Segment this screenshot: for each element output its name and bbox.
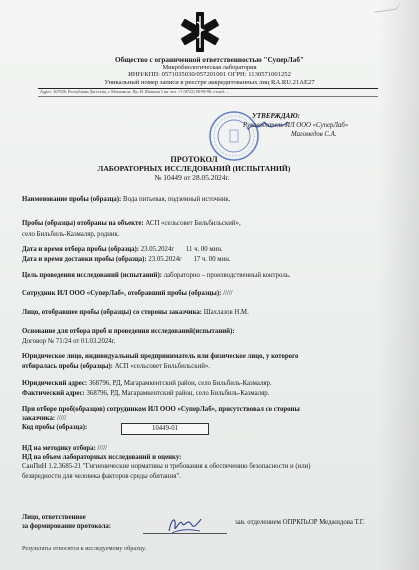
org-address: Адрес: 367026, Республика Дагестан, г. Махачкала, Пр. И. Шамиля 1 кв. тел. +7 (8722) 98-98-98, e-mail: ...	[40, 89, 230, 94]
basis-row	[22, 329, 235, 336]
field-label: Фактический адрес:	[22, 390, 85, 397]
approval-position: Руководитель ИЛ ООО «СуперЛаб»	[243, 122, 349, 129]
scope-row	[22, 455, 181, 462]
signature-line	[143, 533, 227, 534]
purpose-row	[22, 273, 291, 280]
sample-name-row	[22, 197, 230, 204]
legal-row	[22, 354, 298, 361]
customer-person-row	[22, 310, 249, 317]
protocol-title: ПРОТОКОЛ	[170, 155, 218, 164]
field-label: отбиралась пробы (образцы):	[22, 363, 113, 370]
legal-address-row	[22, 381, 272, 388]
field-label: Лицо, ответственное	[22, 514, 86, 521]
employee-row	[22, 291, 233, 298]
method-row	[22, 446, 107, 453]
responsible-name: зав. отделением ОПРКПьОР Меджидова Т.Г.	[235, 519, 365, 526]
field-value: /////	[56, 415, 67, 422]
field-value: 23.05.2024г	[148, 256, 182, 263]
field-value: Договор № 71/24 от 01.03.2024г.	[22, 338, 116, 345]
field-value: село Бильбиль-Казмаляр, родник.	[22, 231, 120, 238]
field-value: АСП «сельсовет Бильбильский»,	[145, 220, 241, 227]
delivery-date-row	[22, 257, 231, 264]
field-value: 17 ч. 00 мин.	[193, 256, 231, 263]
presence-row	[22, 407, 300, 414]
responsible-label-row-2	[22, 524, 111, 531]
field-label: за формирование протокола:	[22, 523, 112, 530]
protocol-subtitle: ЛАБОРАТОРНЫХ ИССЛЕДОВАНИЙ (ИСПЫТАНИЙ)	[97, 164, 291, 173]
field-label: При отборе проб(образцов) сотрудником ИЛ ООО «СуперЛаб», присутствовал со стороны	[22, 406, 300, 413]
field-value: СанПиН 1.2.3685-21 "Гигиенические нормативы и требования к обеспечению безопасности и (или)	[22, 463, 311, 470]
actual-address-row	[22, 391, 269, 398]
basis-value-row	[22, 339, 115, 346]
field-label: Лицо, отобравшее пробы (образцы) со стороны заказчика:	[22, 309, 203, 316]
field-label: Дата и время доставки пробы (образца):	[22, 256, 147, 263]
presence-row-2	[22, 416, 66, 423]
field-value: Вода питьевая, подземный источник.	[123, 196, 231, 203]
field-label: заказчика:	[22, 415, 56, 422]
field-value: 23.05.2024г	[140, 246, 175, 253]
org-ids: ИНН/КПП: 0571035030/057201001 ОГРН: 1130571001252	[128, 71, 291, 78]
field-label: Цель проведения исследований (испытаний):	[22, 272, 162, 279]
org-subtitle: Микробиологическая лаборатория	[162, 64, 257, 71]
field-label: НД на объем лабораторных исследований и оценку:	[22, 454, 182, 461]
field-label: Код пробы (образца):	[22, 424, 88, 431]
field-label: Дата и время отбора пробы (образца):	[22, 246, 140, 253]
field-label: Наименование пробы (образца):	[22, 196, 122, 203]
field-value: 368796, РД, Магарамкентский район, село Бильбиль-Казмаляр.	[86, 390, 270, 397]
org-name: Общество с ограниченной ответственностью "СуперЛаб"	[115, 56, 304, 64]
field-label: Основание для отбора проб и проведения исследований(испытаний):	[22, 328, 235, 335]
field-label: Пробы (образцы) отобраны на объекте:	[22, 220, 144, 227]
responsible-label-row	[22, 515, 86, 522]
field-value: АСП «сельсовет Бильбильский».	[114, 363, 210, 370]
taken-at-row-2	[22, 232, 120, 239]
code-row	[22, 425, 87, 432]
field-label: Юридическое лицо, индивидуальный предприниматель или физическое лицо, у которого	[22, 353, 299, 360]
org-registry: Уникальный номер записи в реестре аккредитованных лиц RA.RU.21AE27	[104, 79, 315, 86]
field-label: Сотрудник ИЛ ООО «СуперЛаб», отобравший пробы (образцы):	[22, 290, 222, 297]
legal-row-2	[22, 364, 210, 371]
field-value: /////	[97, 445, 107, 452]
footer-note: Результаты относятся к исследуемому образцу.	[22, 545, 146, 552]
scope-value-row	[22, 464, 311, 471]
field-value: /////	[223, 290, 233, 297]
header-rule-thin	[38, 96, 378, 97]
star-of-life-icon	[180, 10, 220, 54]
field-label: НД на методику отбора:	[22, 445, 96, 452]
signature-icon	[246, 118, 290, 134]
field-value: 368796, РД, Магарамкентский район, село Бильбиль-Казмаляр.	[88, 380, 272, 387]
approval-label: УТВЕРЖДАЮ:	[252, 112, 300, 120]
field-value: Шахлазов Н.М.	[203, 309, 249, 316]
field-value: лабораторно – производственный контроль.	[163, 272, 291, 279]
sampling-date-row	[22, 247, 223, 254]
sample-code-box: 10449-01	[121, 423, 209, 435]
approval-name: Магомедов С.А.	[291, 131, 337, 138]
protocol-number: № 10449 от 28.05.2024г.	[154, 173, 230, 182]
field-value: 11 ч. 00 мин.	[185, 246, 223, 253]
taken-at-row	[22, 221, 241, 228]
field-value: безвредности для человека факторов среды обитания".	[22, 473, 181, 480]
field-label: Юридический адрес:	[22, 380, 88, 387]
scope-value-row-2	[22, 474, 181, 481]
